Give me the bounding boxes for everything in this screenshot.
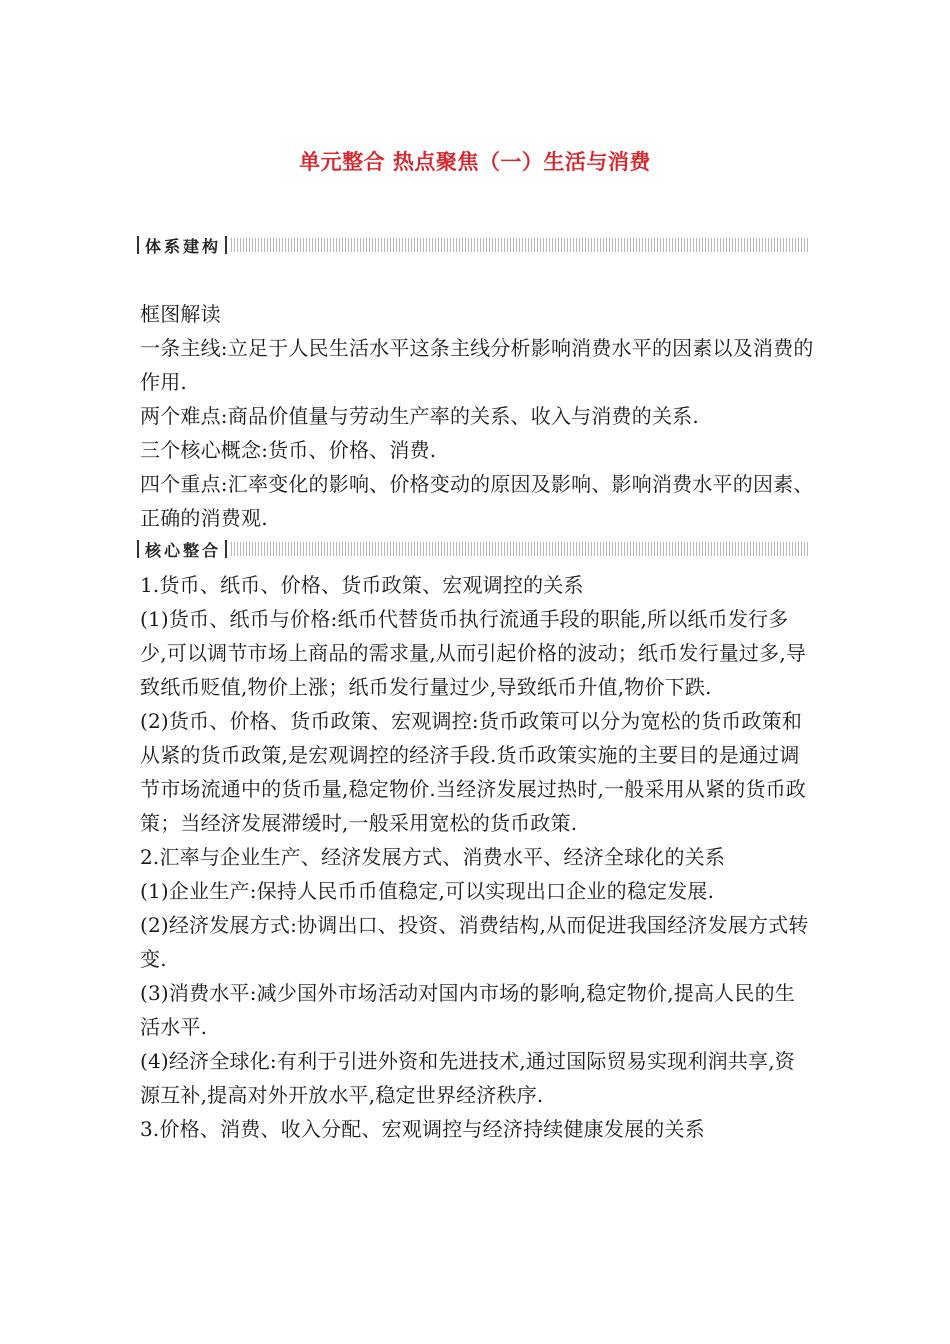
paragraph: (1)货币、纸币与价格:纸币代替货币执行流通手段的职能,所以纸币发行多少,可以调节市场上商品的需求量,从而引起价格的波动；纸币发行量过多,导致纸币贬值,物价上涨；纸币发行量过少,导致纸币升值,物价下跌. bbox=[140, 607, 807, 699]
section-header-label: 核心整合 bbox=[145, 540, 222, 560]
header-hatch-decoration bbox=[231, 238, 810, 252]
paragraph: (1)企业生产:保持人民币币值稳定,可以实现出口企业的稳定发展. bbox=[140, 879, 715, 903]
header-bar-right bbox=[225, 540, 227, 558]
section-core-integration-body bbox=[140, 568, 815, 1146]
section-system-structure-body bbox=[140, 297, 815, 535]
paragraph: (2)经济发展方式:协调出口、投资、消费结构,从而促进我国经济发展方式转变. bbox=[140, 913, 809, 971]
paragraph: 1.货币、纸币、价格、货币政策、宏观调控的关系 bbox=[140, 573, 584, 597]
paragraph: 三个核心概念:货币、价格、消费. bbox=[140, 438, 437, 462]
section-header-system-structure bbox=[137, 233, 810, 257]
paragraph: 2.汇率与企业生产、经济发展方式、消费水平、经济全球化的关系 bbox=[140, 845, 726, 869]
paragraph: (2)货币、价格、货币政策、宏观调控:货币政策可以分为宽松的货币政策和从紧的货币政策,是宏观调控的经济手段.货币政策实施的主要目的是通过调节市场流通中的货币量,稳定物价.当经济发展过热时,一般采用从紧的货币政策；当经济发展滞缓时,一般采用宽松的货币政策. bbox=[140, 709, 807, 835]
paragraph: (4)经济全球化:有利于引进外资和先进技术,通过国际贸易实现利润共享,资源互补,提高对外开放水平,稳定世界经济秩序. bbox=[140, 1049, 795, 1107]
paragraph: 两个难点:商品价值量与劳动生产率的关系、收入与消费的关系. bbox=[140, 404, 699, 428]
paragraph: 3.价格、消费、收入分配、宏观调控与经济持续健康发展的关系 bbox=[140, 1117, 705, 1141]
page-title: 单元整合 热点聚焦（一）生活与消费 bbox=[299, 150, 651, 174]
section-header-label: 体系建构 bbox=[145, 236, 222, 256]
paragraph: (3)消费水平:减少国外市场活动对国内市场的影响,稳定物价,提高人民的生活水平. bbox=[140, 981, 795, 1039]
paragraph: 四个重点:汇率变化的影响、价格变动的原因及影响、影响消费水平的因素、正确的消费观. bbox=[140, 472, 814, 530]
header-hatch-decoration bbox=[231, 542, 810, 556]
header-bar-right bbox=[225, 236, 227, 254]
paragraph: 框图解读 bbox=[140, 302, 221, 326]
paragraph: 一条主线:立足于人民生活水平这条主线分析影响消费水平的因素以及消费的作用. bbox=[140, 336, 814, 394]
section-header-core-integration bbox=[137, 537, 810, 561]
